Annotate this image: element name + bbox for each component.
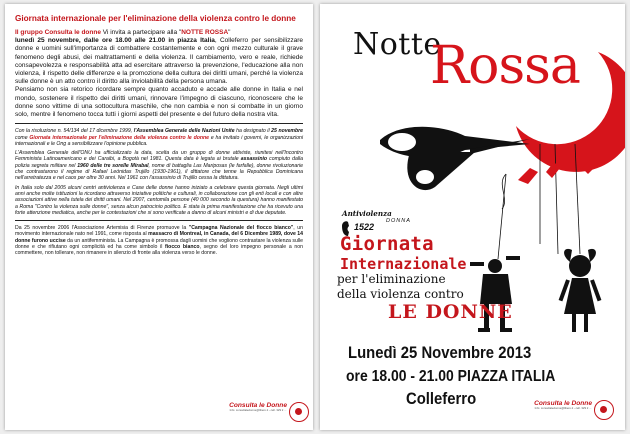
event-time-place: ore 18.00 - 21.00 PIAZZA ITALIA bbox=[346, 368, 556, 385]
event-date: Lunedì 25 Novembre 2013 bbox=[348, 344, 532, 362]
mirabal-text-d: 1960 delle tre sorelle Mirabal bbox=[77, 162, 149, 169]
italy-paragraph: In Italia solo dal 2005 alcuni centri antiviolenza e Case delle donne hanno iniziato a celebrare questa giornata. Negli ultimi anni anche molte istituzioni la ricordano attraverso iniziative politiche e culturali, in collaborazione con gli enti locali e con altre associazioni attive nella tutela dei diritti umani. Nel 2007, centomila persone (40 000 secondo la questura) hanno manifestato a Roma "Contro la violenza sulle donne", senza alcun patrocinio politico. E stata la prima manifestazione che ha ricevuto una forte attenzione mediatica, anche per le contestazioni che si sono verificate a danno di alcuni ministri e di due deputate. bbox=[15, 184, 303, 216]
fiocco-text-c: , un movimento internazionale nato nel 1991, come risposta al bbox=[15, 225, 304, 238]
le-donne-heading: LE DONNE bbox=[388, 301, 513, 323]
scissors-icon bbox=[380, 127, 530, 190]
violenza-line: della violenza contro bbox=[337, 287, 464, 301]
mirabal-text-e: , nome di battaglia Las Mariposas (le farfalle), donne rivoluzionarie che contrastarono il regime di Rafael Leónidas Trujillo (1930-1961), il dittatore che tenne la Repubblica Dominicana nell'arretratezza e nel caos per oltre 30 anni. Nel 1961 con l'assassinio di Trujillo cessa la dittatura. bbox=[15, 162, 303, 182]
left-page bbox=[5, 4, 313, 430]
right-footer-logo-sub: Info: consultaledonne@libero.it - cell. 329 2 ... bbox=[534, 406, 592, 410]
association-badge-icon bbox=[594, 400, 614, 420]
fiocco-text-f: fiocco bianco bbox=[165, 243, 200, 250]
intro-invite: Vi invita a partecipare alla " bbox=[100, 29, 182, 36]
poster-title-rossa: Rossa bbox=[430, 36, 580, 96]
poster-title-notte: Notte bbox=[353, 27, 442, 62]
right-page bbox=[320, 4, 625, 430]
eliminazione-line: per l'eliminazione bbox=[337, 272, 446, 286]
fiocco-text-g: , segno del loro impegno personale a non commettere, non tollerare, non rimanere in silenzio di fronte alla violenza verso le donne. bbox=[15, 243, 303, 257]
right-footer-logo bbox=[534, 400, 592, 410]
un-text-e: come bbox=[15, 134, 30, 141]
fiocco-text-a: Da 25 novembre 2006 l'Associazione Artemisia di Firenze promuove la bbox=[15, 225, 189, 232]
left-footer-logo bbox=[229, 402, 287, 412]
event-city: Colleferro bbox=[406, 390, 477, 408]
mirabal-text-c: compiuto dalla polizia segreta militare nel bbox=[15, 156, 304, 169]
left-footer-logo-title: Consulta le Donne bbox=[229, 402, 287, 409]
fiocco-text-d: massacro di Montreal, in Canada, del 6 Dicembre 1989, dove 14 donne furono uccise bbox=[15, 231, 303, 244]
donna-label: DONNA bbox=[386, 218, 411, 224]
child-figure-icon bbox=[559, 249, 602, 332]
giornata-heading: Giornata bbox=[340, 233, 434, 255]
un-resolution-paragraph bbox=[15, 128, 303, 147]
intro-quote: " bbox=[228, 29, 231, 36]
divider-1 bbox=[15, 123, 303, 124]
un-text-f: Giornata internazionale per l'eliminazione della violenza contro le donne bbox=[29, 134, 209, 141]
intro-date: lunedì 25 novembre, dalle ore 18.00 alle 21.00 in piazza Italia bbox=[15, 37, 215, 45]
intro-event: NOTTE ROSSA bbox=[181, 29, 229, 36]
un-text-g: e ha invitato i governi, le organizzazioni internazionali e le Ong a sensibilizzare l'opinione pubblica. bbox=[15, 134, 304, 147]
association-badge-icon bbox=[289, 402, 309, 422]
antiviolenza-label: Antiviolenza bbox=[342, 209, 392, 218]
helpline-number: 1522 bbox=[354, 222, 375, 232]
mirabal-text-a: L'Assemblea Generale dell'ONU ha ufficializzato la data, scelta da un gruppo di donne attiviste, riunitesi nell'Incontro Femminista Latinoamericano e dei Caraibi, a Bogotà nel 1981. Questa data è legata ai brutale bbox=[15, 150, 303, 163]
divider-2 bbox=[15, 220, 303, 221]
intro-place: , Colleferro bbox=[214, 37, 249, 45]
intro-paragraph bbox=[15, 29, 303, 86]
un-text-d: 25 novembre bbox=[271, 128, 304, 135]
right-footer bbox=[495, 398, 620, 424]
fiocco-text-e: da un antifemminista. La Campagna è promossa dagli uomini che vogliono contrastare la violenza sulle donne e che rifiutano ogni complicità ed ha come simbolo il bbox=[15, 237, 303, 250]
left-footer bbox=[5, 400, 313, 426]
right-footer-logo-title: Consulta le Donne bbox=[534, 400, 592, 407]
left-title: Giornata internazionale per l'eliminazione della violenza contro le donne bbox=[15, 14, 296, 23]
fiocco-paragraph bbox=[15, 225, 303, 256]
mirabal-paragraph bbox=[15, 150, 303, 181]
un-text-a: Con la risoluzione n. 54/134 del 17 dicembre 1999, bbox=[15, 128, 134, 135]
second-paragraph: Pensiamo non sia retorico ricordare sempre quanto accaduto e accade alle donne in Italia e nel mondo, sostenere il rispetto dei diritti umani, rinnovare l'impegno di ciascuno, riconoscere che le donne sono vittime di una sottocultura maschile, che non cambia e non si combatte in un giorno solo, mentre il fenomeno tocca tutti i giorni aspetti del presente e del futuro della nostra vita. bbox=[15, 86, 303, 119]
left-footer-logo-sub: Info: consultaledonne@libero.it - cell. 329 2 ... bbox=[229, 408, 287, 412]
mirabal-text-b: assassinio bbox=[240, 156, 268, 163]
fiocco-text-b: "Campagna Nazionale del fiocco bianco" bbox=[188, 225, 294, 232]
un-text-c: ha designato il bbox=[234, 128, 272, 135]
un-text-b: l'Assemblea Generale delle Nazioni Unite bbox=[133, 128, 235, 135]
intro-group: Il gruppo Consulta le donne bbox=[15, 29, 101, 36]
internazionale-heading: Internazionale bbox=[340, 255, 467, 273]
intro-body: per sensibilizzare donne e uomini sull'importanza di combattere costantemente e con ogni mezzo culturale il grave fenomeno degli abusi, dei maltrattamenti e della violenza. Il cambiamento, vero e reale, richiede consapevolezza e responsabilità atta ad esercitare attraverso la prevenzione, l'educazione alla non violenza, il rispetto delle differenze e la promozione della cultura dei diritti umani, perché la violenza sulle donne è un atto contro il diritto alla inviolabilità della persona umana. bbox=[15, 37, 303, 86]
